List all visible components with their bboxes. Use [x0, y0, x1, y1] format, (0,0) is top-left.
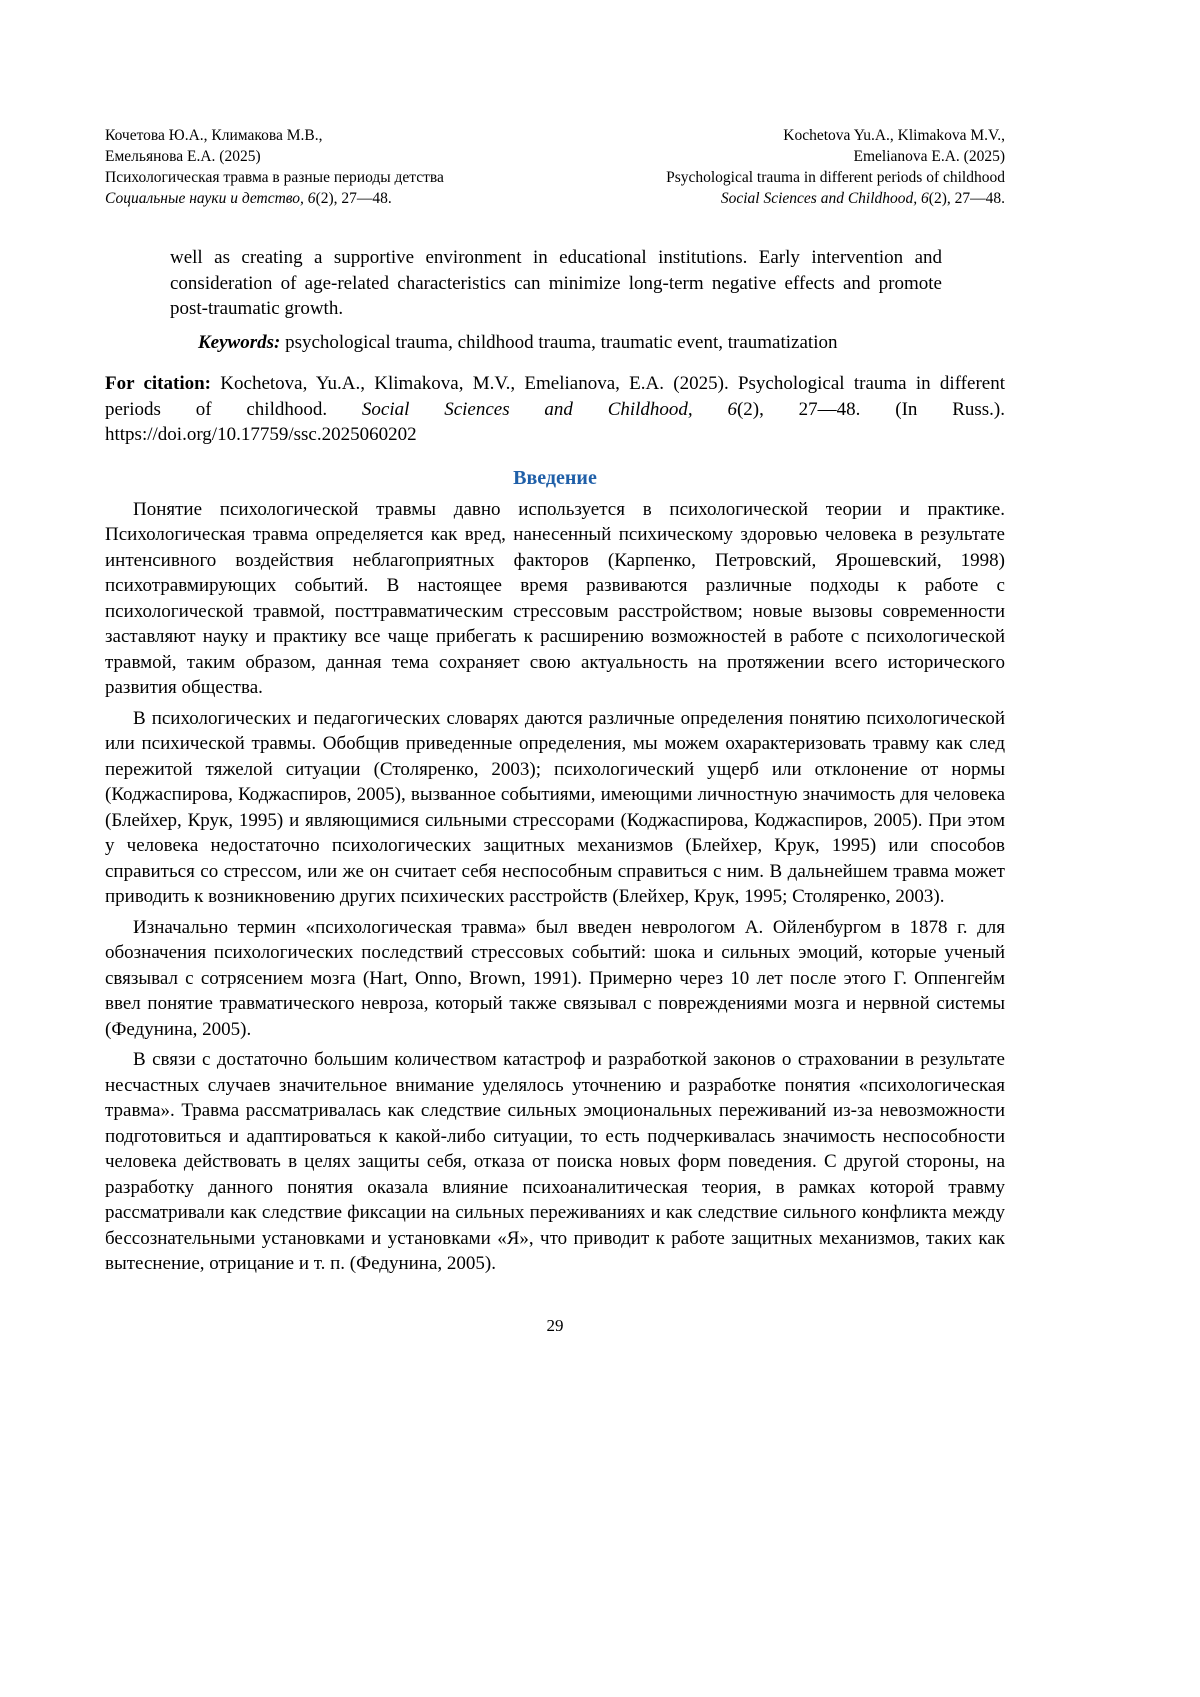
header-left-column — [105, 125, 444, 209]
header-left-authors-line1: Кочетова Ю.А., Климакова М.В., — [105, 127, 323, 144]
abstract-paragraph: well as creating a supportive environment in educational institutions. Early intervention and consideration of age-related characteristics can minimize long-term negative effects and promote post-traumatic growth. — [170, 247, 942, 319]
doi-link[interactable]: https://doi.org/10.17759/ssc.2025060202 — [105, 424, 417, 445]
header-right-authors-line2: Emelianova E.A. (2025) — [853, 148, 1005, 165]
body-paragraph-2: В психологических и педагогических словарях даются различные определения понятию психологической или психической травмы. Обобщив приведенные определения, мы можем охарактеризовать травму как след пережитой тяжелой ситуации (Столяренко, 2003); психологический ущерб или отклонение от нормы (Коджаспирова, Коджаспиров, 2005), вызванное событиями, имеющими личностную значимость для человека (Блейхер, Крук, 1995) и являющимися сильными стрессорами (Коджаспирова, Коджаспиров, 2005). При этом у человека недостаточно психологических защитных механизмов (Блейхер, Крук, 1995) или способов справиться со стрессом, или же он считает себя неспособным справиться с ним. В дальнейшем травма может приводить к возникновению других психических расстройств (Блейхер, Крук, 1995; Столяренко, 2003). — [105, 707, 1005, 907]
header-left-journal-issue: (2), 27—48. — [315, 190, 392, 207]
header-left-authors-line2: Емельянова Е.А. (2025) — [105, 148, 261, 165]
body-paragraph-3: Изначально термин «психологическая травма» был введен неврологом А. Ойленбургом в 1878 г. для обозначения психологических последствий стрессовых событий: шока и сильных эмоций, которые ученый связывал с сотрясением мозга (Hart, Onno, Brown, 1991). Примерно через 10 лет после этого Г. Оппенгейм ввел понятие травматического невроза, который также связывал с повреждениями мозга и нервной системы (Федунина, 2005). — [105, 916, 1005, 1040]
page-number: 29 — [546, 1315, 564, 1335]
header-left-article-title: Психологическая травма в разные периоды детства — [105, 169, 444, 186]
citation-paragraph — [105, 371, 1005, 448]
citation-label: For citation: — [105, 373, 212, 394]
header-left-journal-name: Социальные науки и детство, 6 — [105, 190, 316, 207]
body-paragraph-1: Понятие психологической травмы давно используется в психологической теории и практике. Психологическая травма определяется как вред, нанесенный психическому здоровью человека в результате интенсивного воздействия неблагоприятных факторов (Карпенко, Петровский, Ярошевский, 1998) психотравмирующих событий. В настоящее время развиваются различные подходы к работе с психологической травмой, посттравматическим стрессовым расстройством; новые вызовы современности заставляют науку и практику все чаще прибегать к расширению возможностей в работе с психологической травмой, таким образом, данная тема сохраняет свою актуальность на протяжении всего исторического развития общества. — [105, 498, 1005, 698]
header-right-journal-issue: (2), 27—48. — [928, 190, 1005, 207]
header-right-article-title: Psychological trauma in different periods of childhood — [666, 169, 1005, 186]
header-left-journal-line — [105, 188, 444, 209]
header-right-column — [666, 125, 1005, 209]
body-paragraph-4: В связи с достаточно большим количеством катастроф и разработкой законов о страховании в результате несчастных случаев значительное внимание уделялось уточнению и разработке понятия «психологическая травма». Травма рассматривалась как следствие сильных эмоциональных переживаний из-за невозможности подготовиться и адаптироваться к какой-либо ситуации, то есть подчеркивалась значимость неспособности человека действовать в целях защиты себя, отказа от поиска новых форм поведения. С другой стороны, на разработку данного понятия оказала влияние психоаналитическая теория, в рамках которой травму рассматривали как следствие фиксации на сильных переживаниях и как следствие сильного конфликта между бессознательными установками и установками «Я», что приводит к работе защитных механизмов, таких как вытеснение, отрицание и т. п. (Федунина, 2005). — [105, 1049, 1005, 1274]
citation-issue-text: (2), 27—48. (In Russ.). — [736, 398, 1005, 420]
header-right-journal-line — [666, 188, 1005, 209]
keywords-paragraph — [170, 330, 942, 356]
citation-text: Kochetova, Yu.A., Klimakova, M.V., Emelianova, E.A. (2025). Psychological trauma in different periods of childhood. — [105, 373, 1005, 420]
header-right-journal-name: Social Sciences and Childhood, 6 — [720, 190, 929, 207]
abstract-block — [105, 245, 1005, 355]
header-right-authors-line1: Kochetova Yu.A., Klimakova M.V., — [783, 127, 1005, 144]
keywords-label: Keywords: — [198, 331, 281, 353]
section-heading-introduction: Введение — [513, 466, 597, 489]
citation-journal-name: Social Sciences and Childhood, 6 — [361, 398, 737, 420]
running-header — [105, 125, 1005, 209]
keywords-text: psychological trauma, childhood trauma, traumatic event, traumatization — [280, 331, 838, 353]
